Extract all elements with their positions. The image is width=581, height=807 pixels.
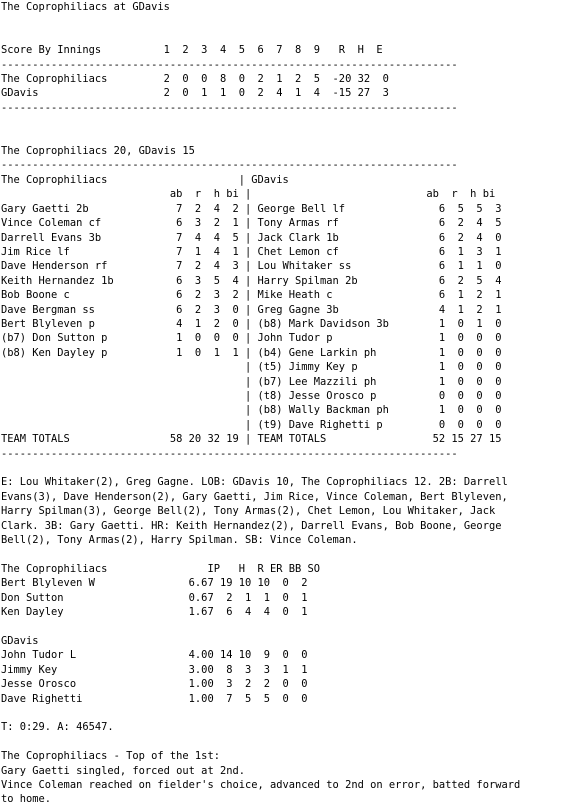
text-line: T: 0:29. A: 46547.: [1, 721, 114, 734]
text-line: | (t5) Jimmy Key p 1 0 0 0: [1, 361, 502, 374]
text-line: Ken Dayley 1.67 6 4 4 0 1: [1, 606, 308, 619]
separator-line: -------------------------------------------------------------------------: [1, 58, 458, 71]
text-line: Bert Blyleven W 6.67 19 10 10 0 2: [1, 577, 308, 590]
text-line: Bert Blyleven p 4 1 2 0 | (b8) Mark Davidson 3b 1 0 1 0: [1, 317, 502, 330]
text-line: The Coprophiliacs 2 0 0 8 0 2 1 2 5 -20 32 0: [1, 73, 389, 86]
text-line: Dave Henderson rf 7 2 4 3 | Lou Whitaker ss 6 1 1 0: [1, 260, 502, 273]
text-line: Dave Righetti 1.00 7 5 5 0 0: [1, 692, 308, 705]
text-line: Bell(2), Tony Armas(2), Harry Spilman. SB: Vince Coleman.: [1, 534, 358, 547]
text-line: Gary Gaetti 2b 7 2 4 2 | George Bell lf 6 5 5 3: [1, 202, 502, 215]
text-line: Jimmy Key 3.00 8 3 3 1 1: [1, 663, 308, 676]
text-line: | (t9) Dave Righetti p 0 0 0 0: [1, 418, 502, 431]
text-line: The Coprophiliacs 20, GDavis 15: [1, 145, 195, 158]
text-line: Jim Rice lf 7 1 4 1 | Chet Lemon cf 6 1 3 1: [1, 245, 502, 258]
text-line: The Coprophiliacs | GDavis: [1, 173, 289, 186]
text-line: Keith Hernandez 1b 6 3 5 4 | Harry Spilman 2b 6 2 5 4: [1, 274, 502, 287]
text-line: | (b8) Wally Backman ph 1 0 0 0: [1, 404, 502, 417]
text-line: Darrell Evans 3b 7 4 4 5 | Jack Clark 1b 6 2 4 0: [1, 231, 502, 244]
text-line: Jesse Orosco 1.00 3 2 2 0 0: [1, 678, 308, 691]
text-line: The Coprophiliacs - Top of the 1st:: [1, 750, 220, 763]
text-line: Gary Gaetti singled, forced out at 2nd.: [1, 764, 245, 777]
text-line: John Tudor L 4.00 14 10 9 0 0: [1, 649, 308, 662]
text-line: Don Sutton 0.67 2 1 1 0 1: [1, 591, 308, 604]
text-line: Vince Coleman cf 6 3 2 1 | Tony Armas rf 6 2 4 5: [1, 217, 502, 230]
text-line: Score By Innings 1 2 3 4 5 6 7 8 9 R H E: [1, 44, 383, 57]
text-line: Evans(3), Dave Henderson(2), Gary Gaetti, Jim Rice, Vince Coleman, Bert Blyleven,: [1, 490, 508, 503]
text-line: to home.: [1, 793, 52, 806]
text-line: The Coprophiliacs IP H R ER BB SO: [1, 562, 321, 575]
text-line: | (t8) Jesse Orosco p 0 0 0 0: [1, 389, 502, 402]
text-line: ab r h bi | ab r h bi: [1, 188, 496, 201]
text-line: Bob Boone c 6 2 3 2 | Mike Heath c 6 1 2 1: [1, 289, 502, 302]
text-line: E: Lou Whitaker(2), Greg Gagne. LOB: GDavis 10, The Coprophiliacs 12. 2B: Darrell: [1, 476, 508, 489]
separator-line: -------------------------------------------------------------------------: [1, 159, 458, 172]
separator-line: -------------------------------------------------------------------------: [1, 447, 458, 460]
text-line: The Coprophiliacs at GDavis: [1, 1, 170, 13]
text-line: | (b7) Lee Mazzili ph 1 0 0 0: [1, 375, 502, 388]
text-line: Clark. 3B: Gary Gaetti. HR: Keith Hernandez(2), Darrell Evans, Bob Boone, George: [1, 519, 502, 532]
text-line: Harry Spilman(3), George Bell(2), Tony Armas(2), Chet Lemon, Lou Whitaker, Jack: [1, 505, 496, 518]
text-line: GDavis: [1, 634, 39, 647]
text-line: GDavis 2 0 1 1 0 2 4 1 4 -15 27 3: [1, 87, 389, 100]
text-line: (b8) Ken Dayley p 1 0 1 1 | (b4) Gene Larkin ph 1 0 0 0: [1, 346, 502, 359]
text-line: Dave Bergman ss 6 2 3 0 | Greg Gagne 3b 4 1 2 1: [1, 303, 502, 316]
text-line: TEAM TOTALS 58 20 32 19 | TEAM TOTALS 52 15 27 15: [1, 433, 502, 446]
text-line: (b7) Don Sutton p 1 0 0 0 | John Tudor p 1 0 0 0: [1, 332, 502, 345]
text-line: Vince Coleman reached on fielder's choice, advanced to 2nd on error, batted forward: [1, 778, 521, 791]
separator-line: -------------------------------------------------------------------------: [1, 101, 458, 114]
